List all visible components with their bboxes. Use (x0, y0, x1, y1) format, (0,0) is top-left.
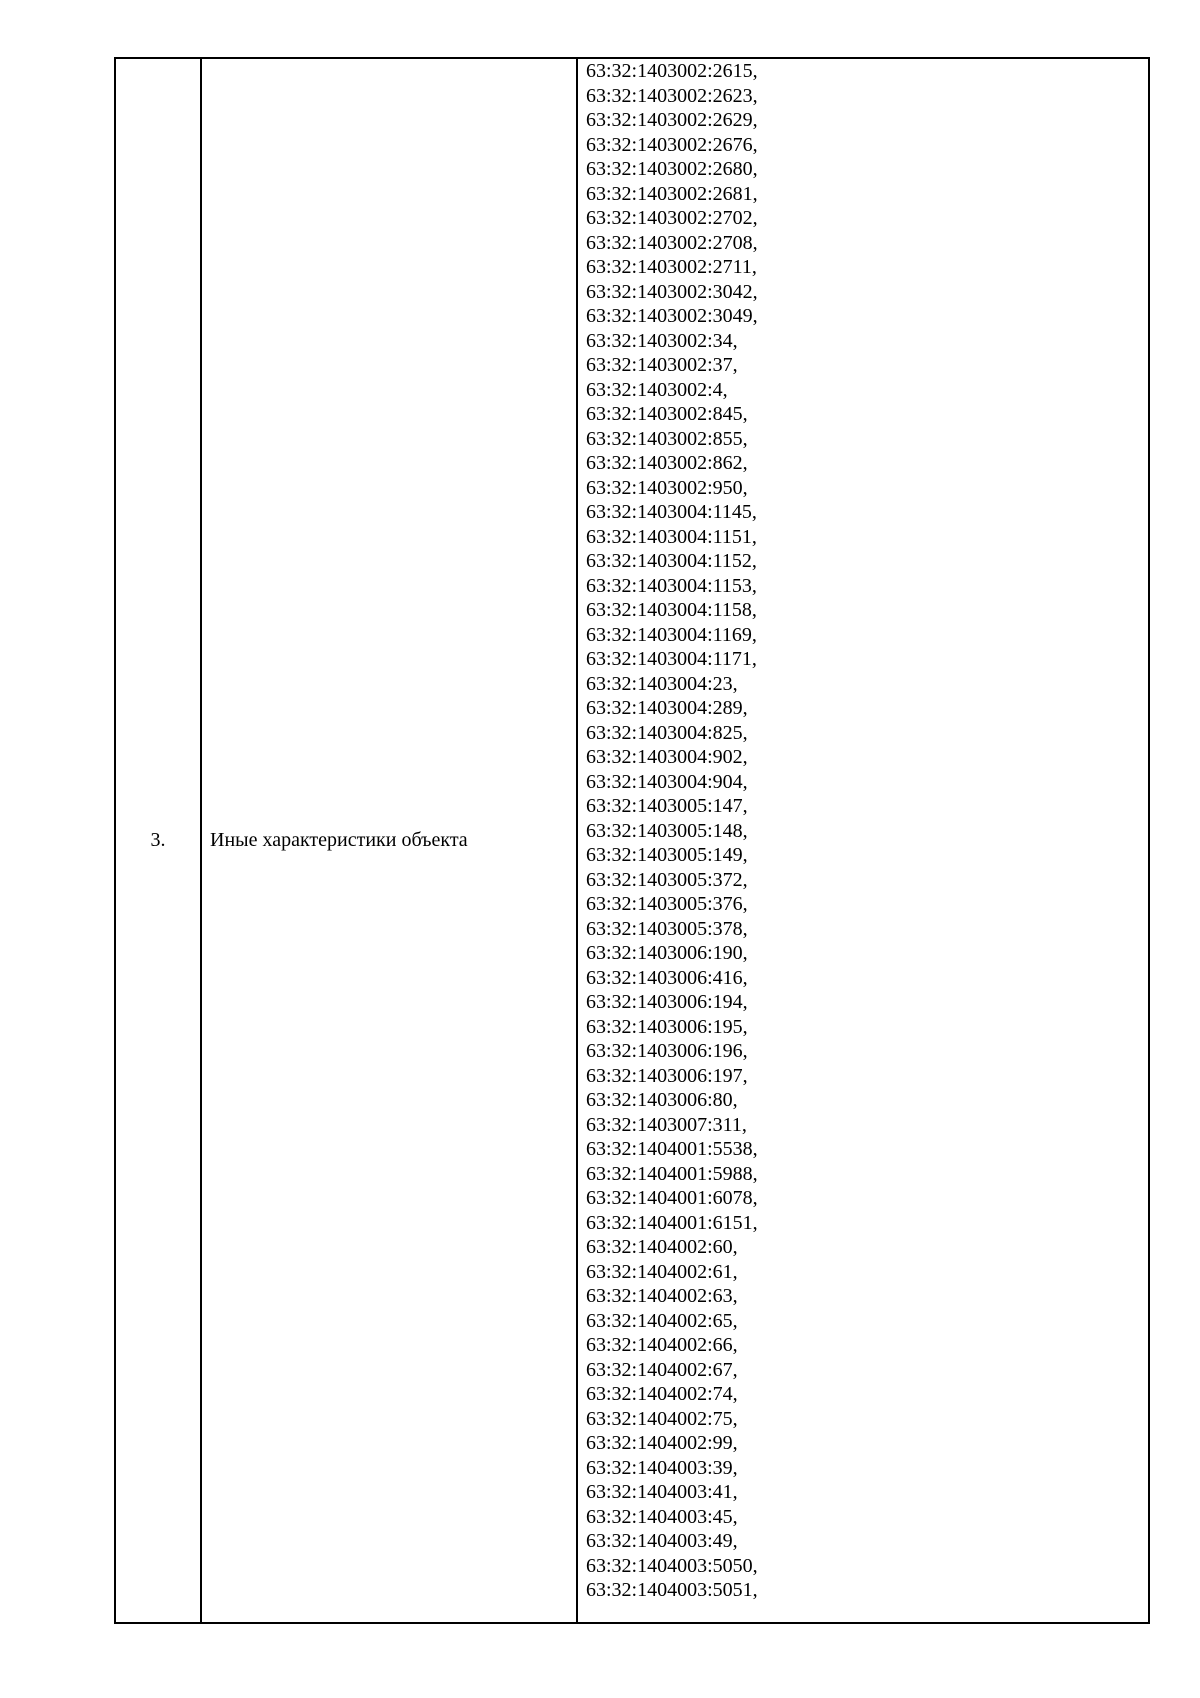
cadastral-number-item: 63:32:1404002:75, (586, 1407, 738, 1430)
cadastral-number-item: 63:32:1404003:45, (586, 1505, 738, 1528)
cadastral-number-item: 63:32:1403004:1169, (586, 623, 757, 646)
cadastral-number-item: 63:32:1403005:376, (586, 893, 748, 915)
cadastral-number-item: 63:32:1403002:37, (586, 354, 738, 376)
cadastral-number-item: 63:32:1403006:196, (586, 1040, 748, 1062)
cadastral-number-item: 63:32:1403002:2708, (586, 231, 758, 254)
cadastral-number-item: 63:32:1404002:99, (586, 1432, 738, 1454)
cadastral-number-item: 63:32:1404003:5051, (586, 1579, 758, 1601)
cadastral-number-item: 63:32:1404001:6078, (586, 1187, 758, 1209)
cadastral-number-item: 63:32:1403005:147, (586, 795, 748, 817)
cadastral-number-item: 63:32:1403002:950, (586, 476, 748, 499)
cadastral-number-item: 63:32:1403002:4, (586, 378, 728, 401)
cadastral-number-item: 63:32:1403006:190, (586, 942, 748, 964)
cadastral-number-item: 63:32:1403005:372, (586, 868, 748, 891)
cadastral-number-item: 63:32:1403002:862, (586, 452, 748, 474)
cadastral-number-item: 63:32:1403002:2702, (586, 207, 758, 229)
cadastral-number-item: 63:32:1403006:195, (586, 1015, 748, 1038)
cadastral-number-item: 63:32:1403002:2711, (586, 256, 757, 278)
cadastral-number-list (586, 59, 1148, 1603)
cadastral-number-item: 63:32:1404003:49, (586, 1530, 738, 1552)
cadastral-number-item: 63:32:1403004:1153, (586, 574, 757, 597)
cadastral-number-item: 63:32:1403006:80, (586, 1089, 738, 1111)
cadastral-number-item: 63:32:1403002:3042, (586, 280, 758, 303)
cadastral-number-item: 63:32:1403006:416, (586, 966, 748, 989)
cadastral-number-item: 63:32:1403004:1151, (586, 525, 757, 548)
cadastral-number-item: 63:32:1403002:34, (586, 329, 738, 352)
cadastral-number-item: 63:32:1403002:2615, (586, 60, 758, 82)
cadastral-number-item: 63:32:1404002:66, (586, 1334, 738, 1356)
cadastral-number-item: 63:32:1403002:855, (586, 427, 748, 450)
cadastral-number-item: 63:32:1403002:2629, (586, 109, 758, 131)
cadastral-number-item: 63:32:1404002:65, (586, 1309, 738, 1332)
cadastral-number-item: 63:32:1403004:23, (586, 672, 738, 695)
cadastral-number-item: 63:32:1404003:39, (586, 1456, 738, 1479)
cadastral-number-item: 63:32:1403005:378, (586, 917, 748, 940)
document-table (114, 57, 1150, 1624)
cadastral-number-item: 63:32:1404002:63, (586, 1285, 738, 1307)
cadastral-number-item: 63:32:1404001:5988, (586, 1162, 758, 1185)
cadastral-number-item: 63:32:1403004:902, (586, 746, 748, 768)
cadastral-number-item: 63:32:1404001:5538, (586, 1138, 758, 1160)
cadastral-number-item: 63:32:1403004:1152, (586, 550, 757, 572)
cadastral-number-item: 63:32:1403006:197, (586, 1064, 748, 1087)
cadastral-number-item: 63:32:1403002:3049, (586, 305, 758, 327)
cadastral-number-item: 63:32:1403002:2680, (586, 158, 758, 180)
cadastral-number-item: 63:32:1403002:845, (586, 403, 748, 425)
cadastral-number-item: 63:32:1404003:41, (586, 1481, 738, 1503)
cadastral-number-item: 63:32:1403004:1145, (586, 501, 757, 523)
cadastral-number-item: 63:32:1404002:60, (586, 1236, 738, 1258)
cadastral-number-item: 63:32:1403005:149, (586, 844, 748, 866)
cadastral-number-item: 63:32:1404002:74, (586, 1383, 738, 1405)
cadastral-number-item: 63:32:1404002:67, (586, 1358, 738, 1381)
cadastral-number-item: 63:32:1404001:6151, (586, 1211, 758, 1234)
cadastral-number-item: 63:32:1403004:904, (586, 770, 748, 793)
cadastral-number-item: 63:32:1404002:61, (586, 1260, 738, 1283)
cadastral-number-item: 63:32:1403004:289, (586, 697, 748, 719)
cadastral-number-item: 63:32:1403002:2676, (586, 133, 758, 156)
cadastral-number-item: 63:32:1403004:825, (586, 721, 748, 744)
cadastral-number-item: 63:32:1403004:1158, (586, 599, 757, 621)
cadastral-number-item: 63:32:1403006:194, (586, 991, 748, 1013)
cadastral-numbers-cell (577, 58, 1149, 1623)
cadastral-number-item: 63:32:1403007:311, (586, 1113, 747, 1136)
cadastral-number-item: 63:32:1403002:2681, (586, 182, 758, 205)
row-name: Иные характеристики объекта (201, 58, 577, 1623)
table-row (115, 58, 1149, 1623)
cadastral-number-item: 63:32:1403005:148, (586, 819, 748, 842)
cadastral-number-item: 63:32:1404003:5050, (586, 1554, 758, 1577)
cadastral-number-item: 63:32:1403002:2623, (586, 84, 758, 107)
cadastral-number-item: 63:32:1403004:1171, (586, 648, 757, 670)
row-number: 3. (115, 58, 201, 1623)
